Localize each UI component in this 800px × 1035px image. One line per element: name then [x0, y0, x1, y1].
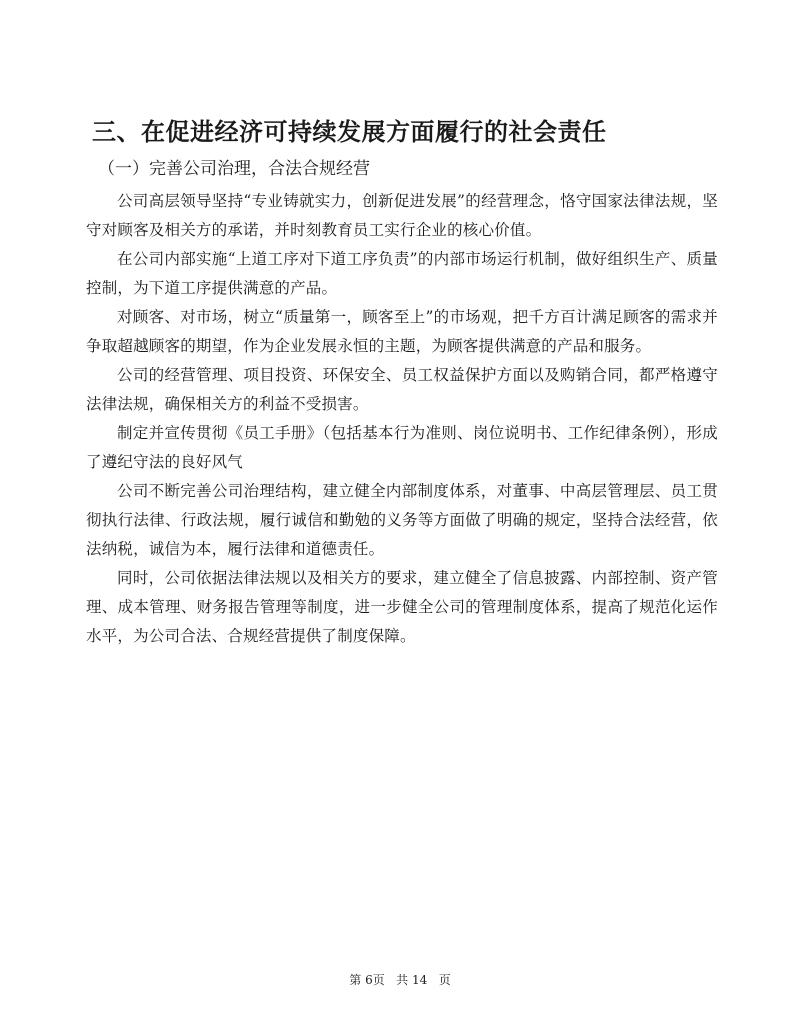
paragraph: 制定并宣传贯彻《员工手册》（包括基本行为准则、岗位说明书、工作纪律条例），形成了遵纪守法的良好风气 — [86, 424, 718, 471]
paragraph: 对顾客、对市场，树立“质量第一，顾客至上”的市场观，把千方百计满足顾客的需求并争取超越顾客的期望，作为企业发展永恒的主题，为顾客提供满意的产品和服务。 — [86, 308, 718, 355]
page-number-footer: 第 6页 共 14 页 — [349, 973, 451, 987]
section-heading: 三、在促进经济可持续发展方面履行的社会责任 — [92, 118, 607, 146]
paragraph: 在公司内部实施“上道工序对下道工序负责”的内部市场运行机制，做好组织生产、质量控制，为下道工序提供满意的产品。 — [86, 250, 718, 297]
paragraph: 公司的经营管理、项目投资、环保安全、员工权益保护方面以及购销合同，都严格遵守法律法规，确保相关方的利益不受损害。 — [86, 366, 718, 413]
paragraph: 公司高层领导坚持“专业铸就实力，创新促进发展”的经营理念，恪守国家法律法规，坚守对顾客及相关方的承诺，并时刻教育员工实行企业的核心价值。 — [86, 192, 718, 239]
body-text — [86, 187, 718, 651]
paragraph: 同时，公司依据法律法规以及相关方的要求，建立健全了信息披露、内部控制、资产管理、成本管理、财务报告管理等制度，进一步健全公司的管理制度体系，提高了规范化运作水平，为公司合法、合规经营提供了制度保障。 — [86, 569, 718, 645]
subsection-heading: （一）完善公司治理，合法合规经营 — [98, 159, 370, 179]
paragraph: 公司不断完善公司治理结构，建立健全内部制度体系，对董事、中高层管理层、员工贯彻执行法律、行政法规，履行诚信和勤勉的义务等方面做了明确的规定，坚持合法经营，依法纳税，诚信为本，履行法律和道德责任。 — [86, 482, 718, 558]
